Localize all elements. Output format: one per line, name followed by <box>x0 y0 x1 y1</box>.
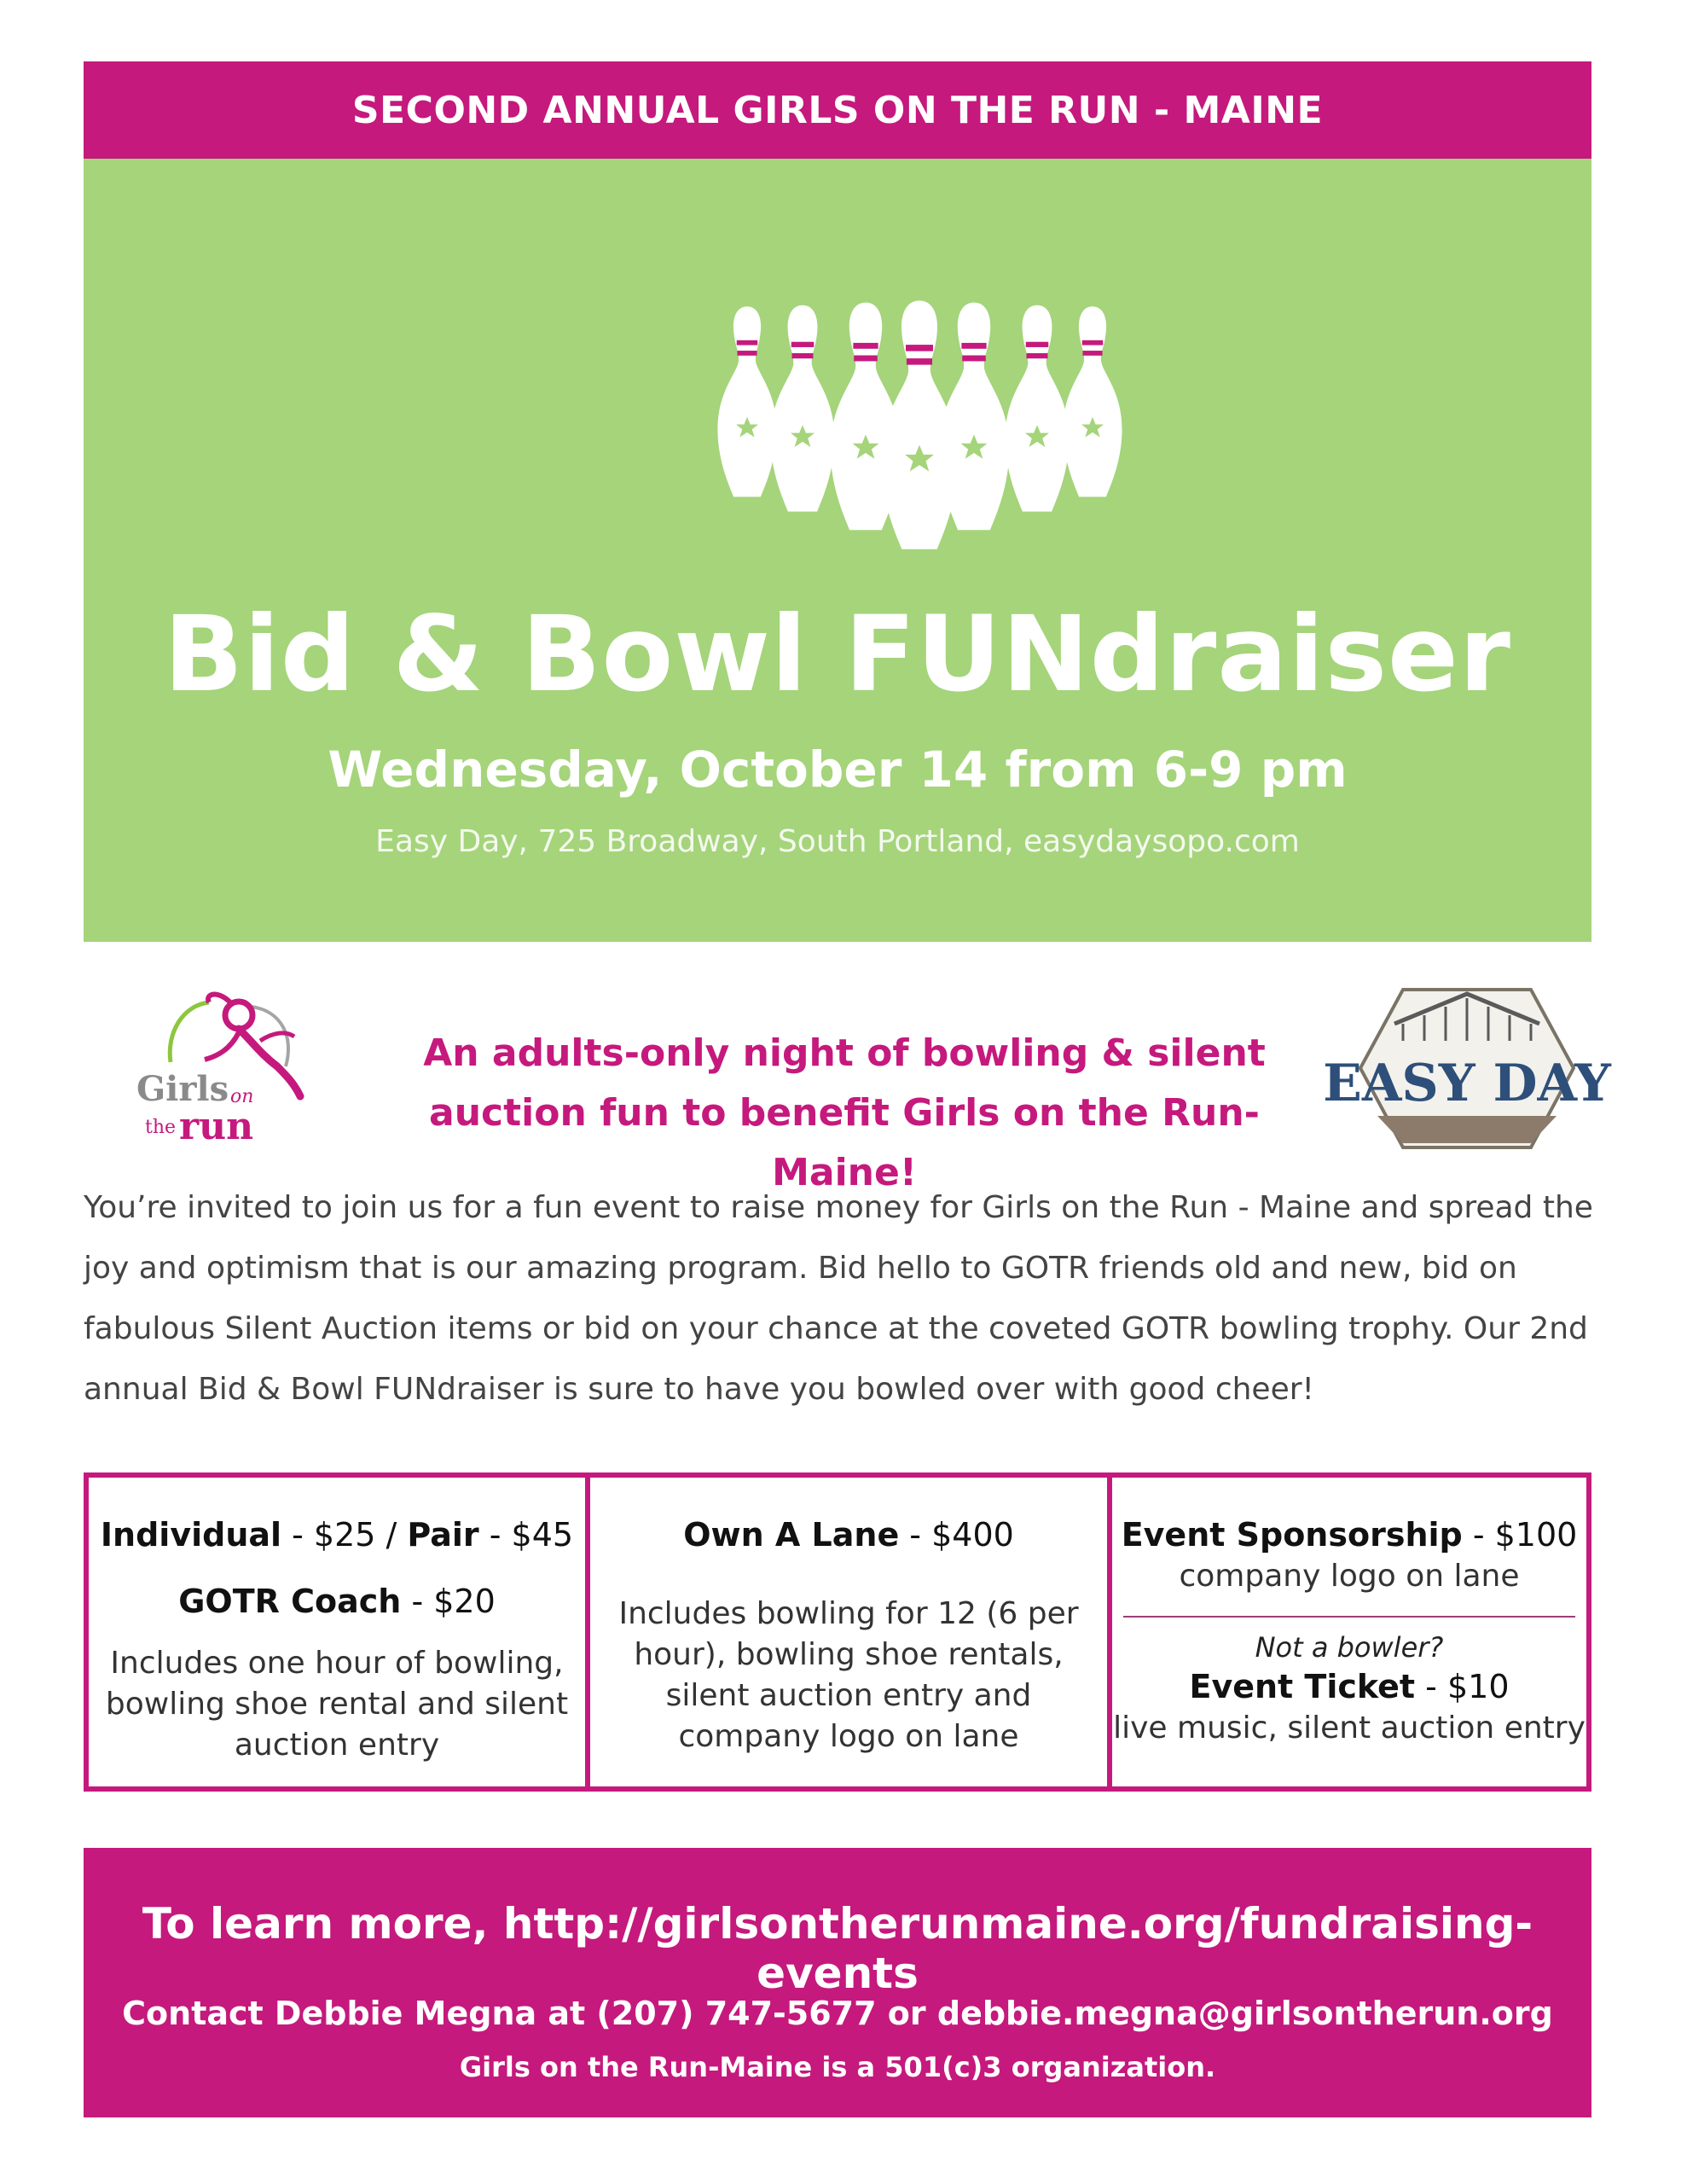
individual-label: Individual <box>100 1516 282 1554</box>
event-venue: Easy Day, 725 Broadway, South Portland, easydaysopo.com <box>375 824 1300 859</box>
coach-label: GOTR Coach <box>178 1583 402 1620</box>
girls-on-the-run-logo <box>111 981 333 1152</box>
pricing-lane-column <box>585 1478 1107 1786</box>
bowling-pin <box>1063 306 1122 497</box>
ticket-label: Event Ticket <box>1189 1668 1416 1705</box>
gotr-logo-girls: Girls <box>136 1069 229 1109</box>
ticket-price: - $10 <box>1415 1668 1510 1705</box>
tagline-line-1: An adults-only night of bowling & silent <box>423 1031 1266 1075</box>
top-banner <box>84 61 1591 159</box>
contact-info: Contact Debbie Megna at (207) 747-5677 or debbie.megna@girlsontherun.org <box>122 1995 1553 2032</box>
lane-description: Includes bowling for 12 (6 per hour), bowling shoe rentals, silent auction entry and company logo on lane <box>618 1596 1079 1754</box>
ticket-pricing <box>1112 1665 1586 1708</box>
gotr-logo-run: run <box>179 1105 254 1148</box>
sponsor-pricing <box>1112 1513 1586 1556</box>
individual-description: Includes one hour of bowling, bowling shoe rental and silent auction entry <box>105 1646 569 1763</box>
sponsor-price: - $100 <box>1462 1516 1578 1554</box>
pricing-individual-column <box>89 1478 585 1786</box>
banner-text: SECOND ANNUAL GIRLS ON THE RUN - MAINE <box>351 88 1324 132</box>
bowling-pin <box>881 300 958 549</box>
sponsor-label: Event Sponsorship <box>1121 1516 1463 1554</box>
event-title: Bid & Bowl FUNdraiser <box>164 594 1511 715</box>
easy-day-logo <box>1323 973 1611 1165</box>
sponsor-description: company logo on lane <box>1179 1559 1520 1594</box>
footer-banner <box>84 1848 1591 2117</box>
bowling-pin <box>771 305 835 512</box>
gotr-logo-on: on <box>230 1086 254 1107</box>
ticket-description: live music, silent auction entry <box>1113 1711 1586 1745</box>
tagline <box>358 1024 1330 1203</box>
individual-pair-pricing <box>89 1513 585 1556</box>
bowling-pin <box>717 306 776 497</box>
pair-label: Pair <box>407 1516 479 1554</box>
pricing-table <box>84 1472 1591 1792</box>
coach-price: - $20 <box>401 1583 496 1620</box>
intro-paragraph: You’re invited to join us for a fun event to raise money for Girls on the Run - Maine and spread the joy and optimism that is our amazing program. Bid hello to GOTR friends old and new, bid on fabulous Silent Auction items or bid on your chance at the coveted GOTR bowling trophy. Our 2nd annual Bid & Bowl FUNdraiser is sure to have you bowled over with good cheer! <box>84 1190 1593 1407</box>
pricing-sponsor-column <box>1107 1478 1586 1786</box>
hero-section <box>84 159 1591 942</box>
learn-more-link[interactable]: To learn more, http://girlsontherunmaine.org/fundraising-events <box>142 1899 1533 1998</box>
lane-pricing <box>590 1513 1107 1556</box>
lane-label: Own A Lane <box>683 1516 900 1554</box>
organization-status: Girls on the Run-Maine is a 501(c)3 organization. <box>459 2051 1216 2083</box>
bowling-pin <box>1006 305 1070 512</box>
gotr-logo-the: the <box>145 1117 177 1138</box>
bowling-pins-illustration <box>698 218 1158 560</box>
not-a-bowler-text: Not a bowler? <box>1255 1631 1444 1664</box>
tagline-line-2: auction fun to benefit Girls on the Run-Maine! <box>429 1091 1260 1194</box>
individual-price: - $25 / <box>281 1516 408 1554</box>
easy-day-logo-text: EASY DAY <box>1323 1054 1611 1113</box>
pair-price: - $45 <box>478 1516 574 1554</box>
lane-price: - $400 <box>899 1516 1014 1554</box>
coach-pricing <box>89 1580 585 1623</box>
divider <box>1123 1616 1575 1618</box>
event-date: Wednesday, October 14 from 6-9 pm <box>328 741 1348 799</box>
